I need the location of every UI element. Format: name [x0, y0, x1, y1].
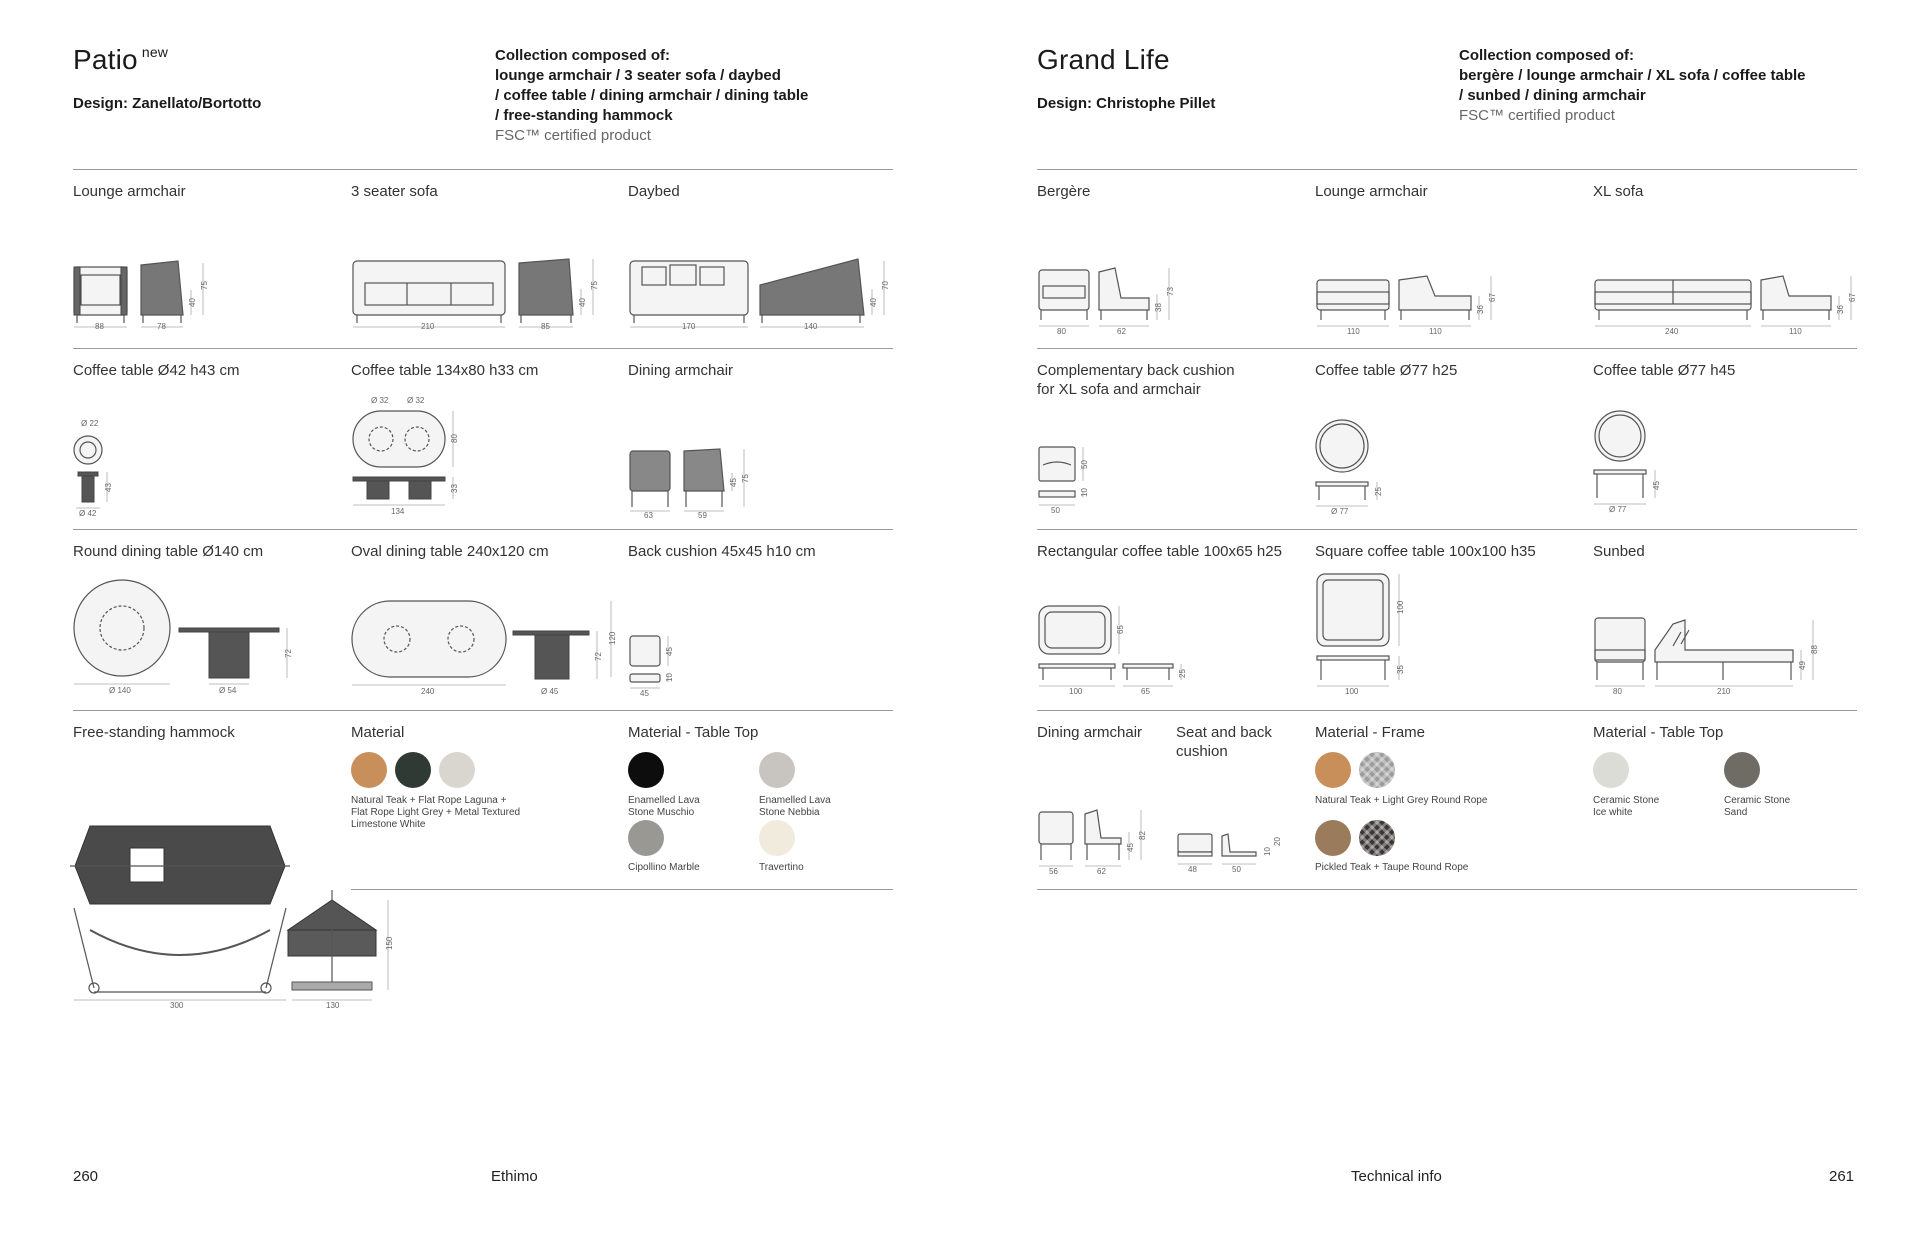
dim-label: 72 — [284, 649, 293, 658]
dim-label: Ø 32 — [371, 396, 389, 405]
item-label: Lounge armchair — [73, 183, 186, 200]
dim-label: 70 — [881, 281, 890, 290]
item-label: XL sofa — [1593, 183, 1644, 200]
swatch-label-line: Enamelled Lava — [628, 795, 700, 806]
dim-label: 50 — [1232, 865, 1241, 874]
brand-name: Ethimo — [491, 1168, 538, 1185]
item-label: Material - Table Top — [1593, 724, 1724, 741]
swatch-label — [351, 795, 551, 831]
swatch-label: Pickled Teak + Taupe Round Rope — [1315, 862, 1469, 873]
divider — [73, 169, 893, 170]
item-label: Material - Frame — [1315, 724, 1426, 741]
item-label: Round dining table Ø140 cm — [73, 543, 264, 560]
dim-label: 73 — [1166, 287, 1175, 296]
item-label-line: Seat and back — [1176, 724, 1272, 741]
dim-label: 10 — [665, 673, 674, 682]
back-cushion-drawing — [628, 632, 698, 702]
divider — [1037, 169, 1857, 170]
new-badge: new — [141, 43, 169, 60]
dim-label: 45 — [640, 689, 649, 698]
dim-label: 210 — [421, 322, 435, 331]
grand-lounge-armchair-drawing — [1315, 270, 1495, 337]
dim-label: 40 — [869, 298, 878, 307]
divider — [73, 710, 893, 711]
swatch-label-line: Ceramic Stone — [1593, 795, 1660, 806]
swatch-label: Travertino — [759, 862, 804, 873]
dim-label: 65 — [1116, 625, 1125, 634]
dim-label: 78 — [157, 322, 166, 331]
dim-label: 88 — [1810, 645, 1819, 654]
dim-label: 210 — [1717, 687, 1731, 696]
dim-label: Ø 140 — [109, 686, 131, 695]
swatch-label-line: Enamelled Lava — [759, 795, 831, 806]
dim-label: Ø 54 — [219, 686, 237, 695]
collection-line: lounge armchair / 3 seater sofa / daybed — [495, 67, 781, 84]
divider — [1037, 348, 1857, 349]
dining-armchair-drawing — [628, 445, 758, 520]
swatch-label-line: Natural Teak + Flat Rope Laguna + — [351, 795, 507, 806]
dim-label: 134 — [391, 507, 405, 516]
dim-label: 43 — [104, 483, 113, 492]
item-label: Bergère — [1037, 183, 1091, 200]
item-label: Free-standing hammock — [73, 724, 235, 741]
round-dining-table-drawing — [73, 580, 303, 700]
fsc-note: FSC™ certified product — [1459, 107, 1615, 124]
seat-back-cushion-drawing — [1176, 830, 1286, 880]
dim-label: Ø 77 — [1331, 507, 1349, 516]
swatch-label: Natural Teak + Light Grey Round Rope — [1315, 795, 1488, 806]
collection-line: bergère / lounge armchair / XL sofa / coffee table — [1459, 67, 1806, 84]
section-name: Technical info — [1351, 1168, 1442, 1185]
dim-label: 80 — [450, 434, 459, 443]
dim-label: 48 — [1188, 865, 1197, 874]
right-designer: Design: Christophe Pillet — [1037, 95, 1216, 112]
right-collection-list — [1459, 46, 1859, 126]
dim-label: 65 — [1141, 687, 1150, 696]
item-label: Lounge armchair — [1315, 183, 1428, 200]
dim-label: 120 — [608, 631, 617, 645]
item-label: Dining armchair — [1037, 724, 1143, 741]
dim-label: 33 — [450, 484, 459, 493]
dim-label: 170 — [682, 322, 696, 331]
dim-label: 45 — [729, 478, 738, 487]
item-label: Sunbed — [1593, 543, 1645, 560]
dim-label: 38 — [1154, 303, 1163, 312]
grand-dining-armchair-drawing — [1037, 808, 1187, 878]
item-label: Daybed — [628, 183, 680, 200]
swatch-label — [628, 795, 700, 819]
coffee-table-42-drawing — [73, 418, 133, 518]
fsc-note: FSC™ certified product — [495, 127, 651, 144]
swatch-label — [1724, 795, 1790, 819]
divider — [351, 889, 893, 890]
dim-label: 62 — [1117, 327, 1126, 336]
page-number-right: 261 — [1829, 1168, 1855, 1185]
rect-coffee-table-drawing — [1037, 602, 1187, 700]
dim-label: 36 — [1476, 305, 1485, 314]
dim-label: 88 — [95, 322, 104, 331]
dim-label: 45 — [1126, 843, 1135, 852]
left-collection-title: Patio $^{new}$ — [73, 43, 169, 75]
swatch-cipollino-marble — [628, 820, 664, 856]
swatch-label — [759, 795, 831, 819]
dim-label: 110 — [1789, 327, 1802, 336]
dim-label: 82 — [1138, 831, 1147, 840]
dim-label: 36 — [1836, 305, 1845, 314]
right-collection-title: Grand Life — [1037, 44, 1170, 75]
dim-label: 20 — [1273, 837, 1282, 846]
dim-label: 56 — [1049, 867, 1058, 876]
swatch-label — [1593, 795, 1659, 819]
lounge-armchair-drawing — [73, 255, 223, 335]
dim-label: 72 — [594, 652, 603, 661]
dim-label: 75 — [741, 474, 750, 483]
divider — [73, 348, 893, 349]
item-label — [1037, 361, 1235, 399]
divider — [73, 529, 893, 530]
swatch-label-line: Limestone White — [351, 819, 426, 830]
swatch-natural-teak — [351, 752, 387, 788]
dim-label: 80 — [1613, 687, 1622, 696]
item-label-line: Complementary back cushion — [1037, 362, 1235, 379]
oval-dining-table-drawing — [351, 595, 621, 700]
item-label — [1176, 723, 1272, 761]
item-label: Coffee table Ø42 h43 cm — [73, 362, 240, 379]
item-label: Oval dining table 240x120 cm — [351, 543, 549, 560]
dim-label: 300 — [170, 1001, 184, 1010]
dim-label: Ø 77 — [1609, 505, 1627, 514]
item-label: Back cushion 45x45 h10 cm — [628, 543, 816, 560]
collection-line: / sunbed / dining armchair — [1459, 87, 1646, 104]
dim-label: 100 — [1069, 687, 1083, 696]
divider — [1037, 710, 1857, 711]
dim-label: 130 — [326, 1001, 340, 1010]
left-collection-list — [495, 46, 875, 146]
daybed-drawing — [628, 255, 898, 335]
swatch-flat-rope-laguna — [395, 752, 431, 788]
swatch-label-line: Sand — [1724, 807, 1748, 818]
dim-label: 150 — [385, 936, 394, 950]
swatch-taupe-rope — [1359, 820, 1395, 856]
swatch-lava-muschio — [628, 752, 664, 788]
item-label: Material - Table Top — [628, 724, 759, 741]
dim-label: Ø 42 — [79, 509, 97, 518]
dim-label: 140 — [804, 322, 818, 331]
dim-label: Ø 45 — [541, 687, 559, 696]
page-number-left: 260 — [73, 1168, 99, 1185]
swatch-label-line: Stone Muschio — [628, 807, 695, 818]
complementary-cushion-drawing — [1037, 445, 1107, 520]
dim-label: 100 — [1345, 687, 1359, 696]
bergere-drawing — [1037, 262, 1187, 337]
dim-label: 40 — [188, 298, 197, 307]
dim-label: 75 — [590, 281, 599, 290]
item-label: Dining armchair — [628, 362, 734, 379]
collection-heading: Collection composed of: — [1459, 47, 1635, 64]
coffee-table-134-drawing — [351, 395, 471, 520]
dim-label: 85 — [541, 322, 550, 331]
item-label: Coffee table Ø77 h25 — [1315, 362, 1458, 379]
sunbed-drawing — [1593, 610, 1823, 700]
item-label: Square coffee table 100x100 h35 — [1315, 543, 1536, 560]
dim-label: 100 — [1396, 600, 1405, 614]
dim-label: 240 — [1665, 327, 1679, 336]
item-label: 3 seater sofa — [351, 183, 438, 200]
swatch-ceramic-ice-white — [1593, 752, 1629, 788]
swatch-label-line: Flat Rope Light Grey + Metal Textured — [351, 807, 521, 818]
dim-label: Ø 22 — [81, 419, 99, 428]
swatch-label: Cipollino Marble — [628, 862, 700, 873]
dim-label: 67 — [1488, 293, 1497, 302]
swatch-travertino — [759, 820, 795, 856]
swatch-label-line: Stone Nebbia — [759, 807, 820, 818]
swatch-label-line: Ceramic Stone — [1724, 795, 1791, 806]
item-label-line: for XL sofa and armchair — [1037, 381, 1201, 398]
item-label: Material — [351, 724, 405, 741]
swatch-lava-nebbia — [759, 752, 795, 788]
dim-label: 10 — [1263, 847, 1272, 856]
coffee-table-77-25-drawing — [1315, 418, 1405, 518]
dim-label: 25 — [1178, 669, 1187, 678]
coffee-table-77-45-drawing — [1593, 410, 1683, 518]
swatch-limestone-white — [439, 752, 475, 788]
dim-label: 50 — [1051, 506, 1060, 515]
item-label: Coffee table 134x80 h33 cm — [351, 362, 539, 379]
dim-label: 240 — [421, 687, 435, 696]
dim-label: 110 — [1347, 327, 1360, 336]
dim-label: 110 — [1429, 327, 1442, 336]
collection-heading: Collection composed of: — [495, 47, 671, 64]
swatch-natural-teak — [1315, 752, 1351, 788]
collection-line: / free-standing hammock — [495, 107, 673, 124]
swatch-light-grey-rope — [1359, 752, 1395, 788]
dim-label: 50 — [1080, 460, 1089, 469]
dim-label: 40 — [578, 298, 587, 307]
dim-label: 62 — [1097, 867, 1106, 876]
swatch-ceramic-sand — [1724, 752, 1760, 788]
dim-label: 59 — [698, 511, 707, 520]
dim-label: 45 — [1652, 481, 1661, 490]
dim-label: 25 — [1374, 487, 1383, 496]
dim-label: 35 — [1396, 665, 1405, 674]
hammock-drawing — [70, 820, 400, 1010]
divider — [1037, 529, 1857, 530]
square-coffee-table-drawing — [1315, 570, 1415, 700]
three-seater-sofa-drawing — [351, 255, 611, 335]
dim-label: 80 — [1057, 327, 1066, 336]
item-label-line: cushion — [1176, 743, 1228, 760]
dim-label: 49 — [1798, 661, 1807, 670]
collection-line: / coffee table / dining armchair / dining table — [495, 87, 809, 104]
dim-label: 10 — [1080, 488, 1089, 497]
dim-label: 45 — [665, 647, 674, 656]
item-label: Rectangular coffee table 100x65 h25 — [1037, 543, 1282, 560]
dim-label: Ø 32 — [407, 396, 425, 405]
dim-label: 75 — [200, 281, 209, 290]
left-designer: Design: Zanellato/Bortotto — [73, 95, 262, 112]
dim-label: 63 — [644, 511, 653, 520]
swatch-label-line: Ice white — [1593, 807, 1633, 818]
divider — [1037, 889, 1857, 890]
dim-label: 67 — [1848, 293, 1857, 302]
xl-sofa-drawing — [1593, 270, 1863, 337]
swatch-pickled-teak — [1315, 820, 1351, 856]
item-label: Coffee table Ø77 h45 — [1593, 362, 1736, 379]
